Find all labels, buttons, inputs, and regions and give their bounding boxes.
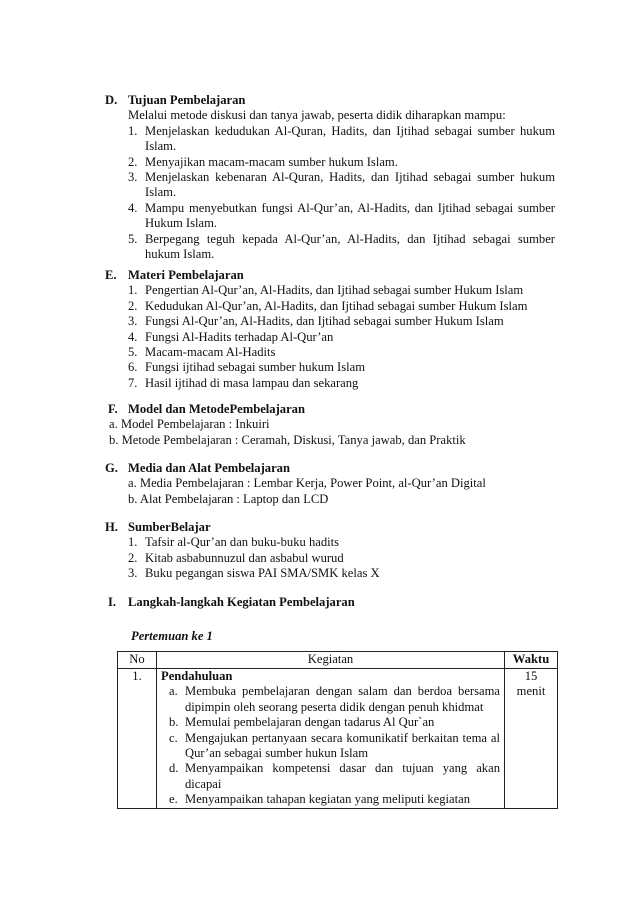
section-g-heading (105, 461, 555, 476)
section-e-heading (105, 268, 555, 283)
list-item: 4. Mampu menyebutkan fungsi Al-Qur’an, Al-Hadits, dan Ijtihad sebagai sumber Hukum Islam. (128, 200, 555, 231)
list-item: 3. Fungsi Al-Qur’an, Al-Hadits, dan Ijtihad sebagai sumber Hukum Islam (128, 314, 504, 329)
section-f (105, 402, 555, 448)
section-letter: F. (108, 402, 118, 416)
section-title: Media dan Alat Pembelajaran (128, 461, 290, 475)
list-item: 2. Kedudukan Al-Qur’an, Al-Hadits, dan Ijtihad sebagai sumber Hukum Islam (128, 298, 528, 313)
table-header-row (118, 652, 558, 669)
section-title: SumberBelajar (128, 520, 211, 534)
list-item: 1. Pengertian Al-Qur’an, Al-Hadits, dan Ijtihad sebagai sumber Hukum Islam (128, 283, 524, 298)
section-letter: D. (105, 93, 118, 107)
activities-table (117, 651, 558, 809)
list-item: 6. Fungsi ijtihad sebagai sumber hukum Islam (128, 360, 366, 375)
row-no: 1. (118, 669, 157, 809)
list-item: 3. Menjelaskan kebenaran Al-Quran, Hadits, dan Ijtihad sebagai sumber hukum Islam. (128, 170, 555, 200)
list-item: a. Membuka pembelajaran dengan salam dan berdoa bersama dipimpin oleh seorang peserta didik dengan penuh khidmat (169, 684, 500, 714)
header-kegiatan: Kegiatan (157, 652, 505, 669)
list-item: 5. Berpegang teguh kepada Al-Qur’an, Al-Hadits, dan Ijtihad sebagai sumber hukum Islam. (128, 231, 555, 262)
section-g (105, 461, 555, 507)
section-title: Model dan MetodePembelajaran (128, 402, 305, 416)
list-item: 5. Macam-macam Al-Hadits (128, 345, 276, 360)
row-title: Pendahuluan (161, 669, 233, 683)
activity-list (161, 684, 500, 807)
section-letter: H. (105, 520, 118, 534)
section-title: Langkah-langkah Kegiatan Pembelajaran (128, 595, 355, 609)
table-row (118, 669, 558, 809)
section-d-heading (105, 93, 555, 108)
section-e (105, 268, 555, 391)
section-f-heading (105, 402, 555, 417)
model-list (109, 417, 555, 448)
section-h-heading (105, 520, 555, 535)
list-item: e. Menyampaikan tahapan kegiatan yang meliputi kegiatan (169, 792, 471, 807)
list-item: 1. Menjelaskan kedudukan Al-Quran, Hadits, dan Ijtihad sebagai sumber hukum Islam. (128, 123, 555, 154)
media-list (128, 476, 555, 507)
materials-list (128, 283, 555, 391)
sources-list (128, 535, 555, 581)
list-item: b. Alat Pembelajaran : Laptop dan LCD (128, 491, 329, 506)
list-item: d. Menyampaikan kompetensi dasar dan tujuan yang akan dicapai (169, 761, 500, 791)
row-kegiatan (157, 669, 505, 809)
list-item: b. Memulai pembelajaran dengan tadarus Al Qur`an (169, 715, 435, 730)
section-letter: G. (105, 461, 118, 475)
list-item: 7. Hasil ijtihad di masa lampau dan sekarang (128, 375, 359, 390)
list-item: b. Metode Pembelajaran : Ceramah, Diskusi, Tanya jawab, dan Praktik (109, 432, 466, 447)
section-i-heading (105, 595, 555, 610)
list-item: 3. Buku pegangan siswa PAI SMA/SMK kelas X (128, 566, 380, 581)
list-item: 2. Kitab asbabunnuzul dan asbabul wurud (128, 550, 344, 565)
section-letter: I. (108, 595, 117, 609)
list-item: c. Mengajukan pertanyaan secara komunikatif berkaitan tema al Qur’an sebagai sumber hukun Islam (169, 730, 500, 761)
section-intro: Melalui metode diskusi dan tanya jawab, peserta didik diharapkan mampu: (128, 108, 506, 123)
meeting-label: Pertemuan ke 1 (131, 629, 213, 644)
list-item: a. Media Pembelajaran : Lembar Kerja, Power Point, al-Qur’an Digital (128, 476, 486, 491)
section-d (105, 93, 555, 262)
list-item: 4. Fungsi Al-Hadits terhadap Al-Qur’an (128, 329, 334, 344)
goals-list (128, 124, 555, 263)
waktu-unit: menit (516, 684, 546, 699)
list-item: a. Model Pembelajaran : Inkuiri (109, 417, 270, 432)
header-no: No (118, 652, 157, 669)
section-letter: E. (105, 268, 117, 282)
list-item: 2. Menyajikan macam-macam sumber hukum Islam. (128, 154, 398, 169)
section-i (105, 595, 555, 645)
waktu-value: 15 (524, 669, 538, 683)
section-title: Tujuan Pembelajaran (128, 93, 246, 107)
section-h (105, 520, 555, 582)
row-waktu (505, 669, 558, 809)
list-item: 1. Tafsir al-Qur’an dan buku-buku hadits (128, 535, 340, 550)
section-title: Materi Pembelajaran (128, 268, 244, 282)
header-waktu: Waktu (505, 652, 558, 669)
